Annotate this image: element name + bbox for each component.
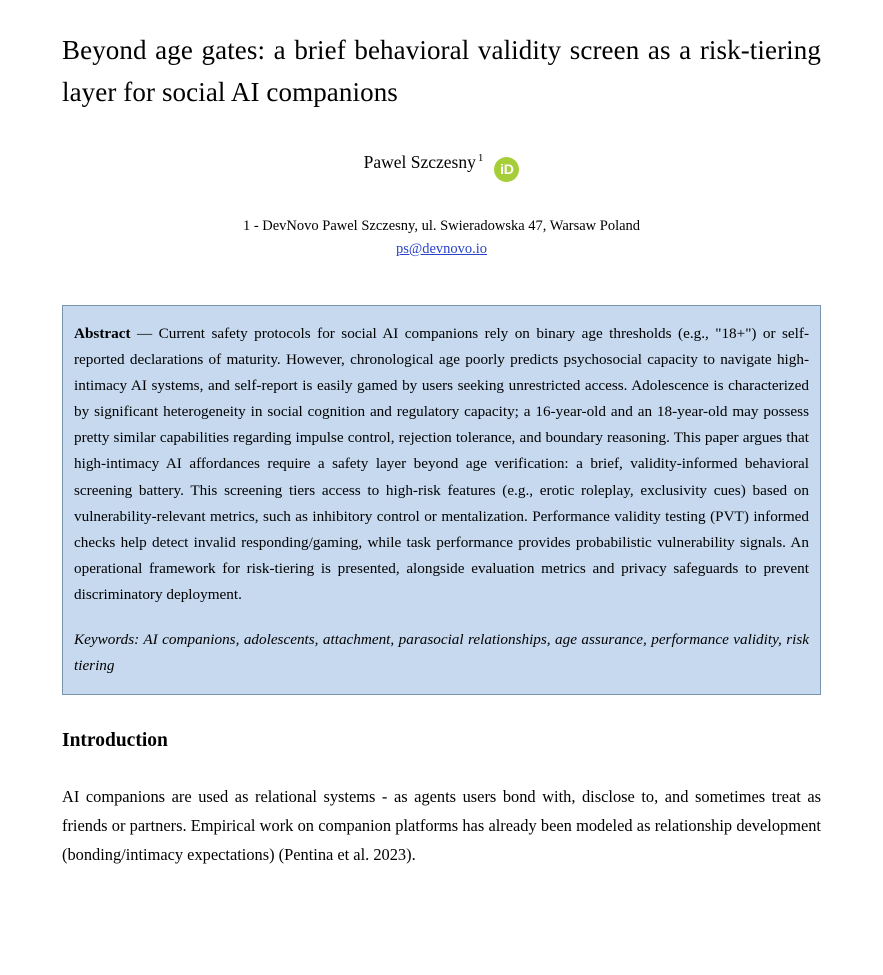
abstract-paragraph [74,321,809,609]
author-email-link[interactable]: ps@devnovo.io [395,240,488,257]
abstract-label: Abstract [74,324,131,342]
abstract-keywords: Keywords: AI companions, adolescents, attachment, parasocial relationships, age assurance, performance validity, risk tiering [74,631,809,675]
section-heading-introduction: Introduction [62,729,168,751]
orcid-id-icon[interactable]: iD [494,157,519,182]
abstract-separator: — [130,324,159,342]
author-affiliation-marker: 1 [477,151,484,164]
abstract-box [62,305,821,695]
affiliation-text: 1 - DevNovo Pawel Szczesny, ul. Swieradowska 47, Warsaw Poland [242,217,641,234]
affiliation-block [62,216,821,260]
page-title: Beyond age gates: a brief behavioral validity screen as a risk-tiering layer for social AI companions [62,35,821,107]
author-line [62,152,821,182]
author-name: Pawel Szczesny [363,151,476,172]
abstract-body: Current safety protocols for social AI companions rely on binary age thresholds (e.g., "18+") or self-reported declarations of maturity. However, chronological age poorly predicts psychosocial capacity to navigate high-intimacy AI systems, and self-report is easily gamed by users seeking unrestricted access. Adolescence is characterized by significant heterogeneity in social cognition and regulatory capacity; a 16-year-old and an 18-year-old may possess pretty similar capabilities regarding impulse control, rejection tolerance, and boundary reasoning. This paper argues that high-intimacy AI affordances require a safety layer beyond age verification: a brief, validity-informed behavioral screening battery. This screening tiers access to high-risk features (e.g., erotic roleplay, exclusivity cues) based on vulnerability-relevant metrics, such as inhibitory control or mentalization. Performance validity testing (PVT) informed checks help detect invalid responding/gaming, while task performance provides probabilistic vulnerability signals. An operational framework for risk-tiering is presented, alongside evaluation metrics and privacy safeguards to prevent discriminatory deployment. [74,324,809,604]
introduction-paragraph: AI companions are used as relational systems - as agents users bond with, disclose to, and sometimes treat as friends or partners. Empirical work on companion platforms has already been modeled as relationship development (bonding/intimacy expectations) (Pentina et al. 2023). [62,786,821,865]
